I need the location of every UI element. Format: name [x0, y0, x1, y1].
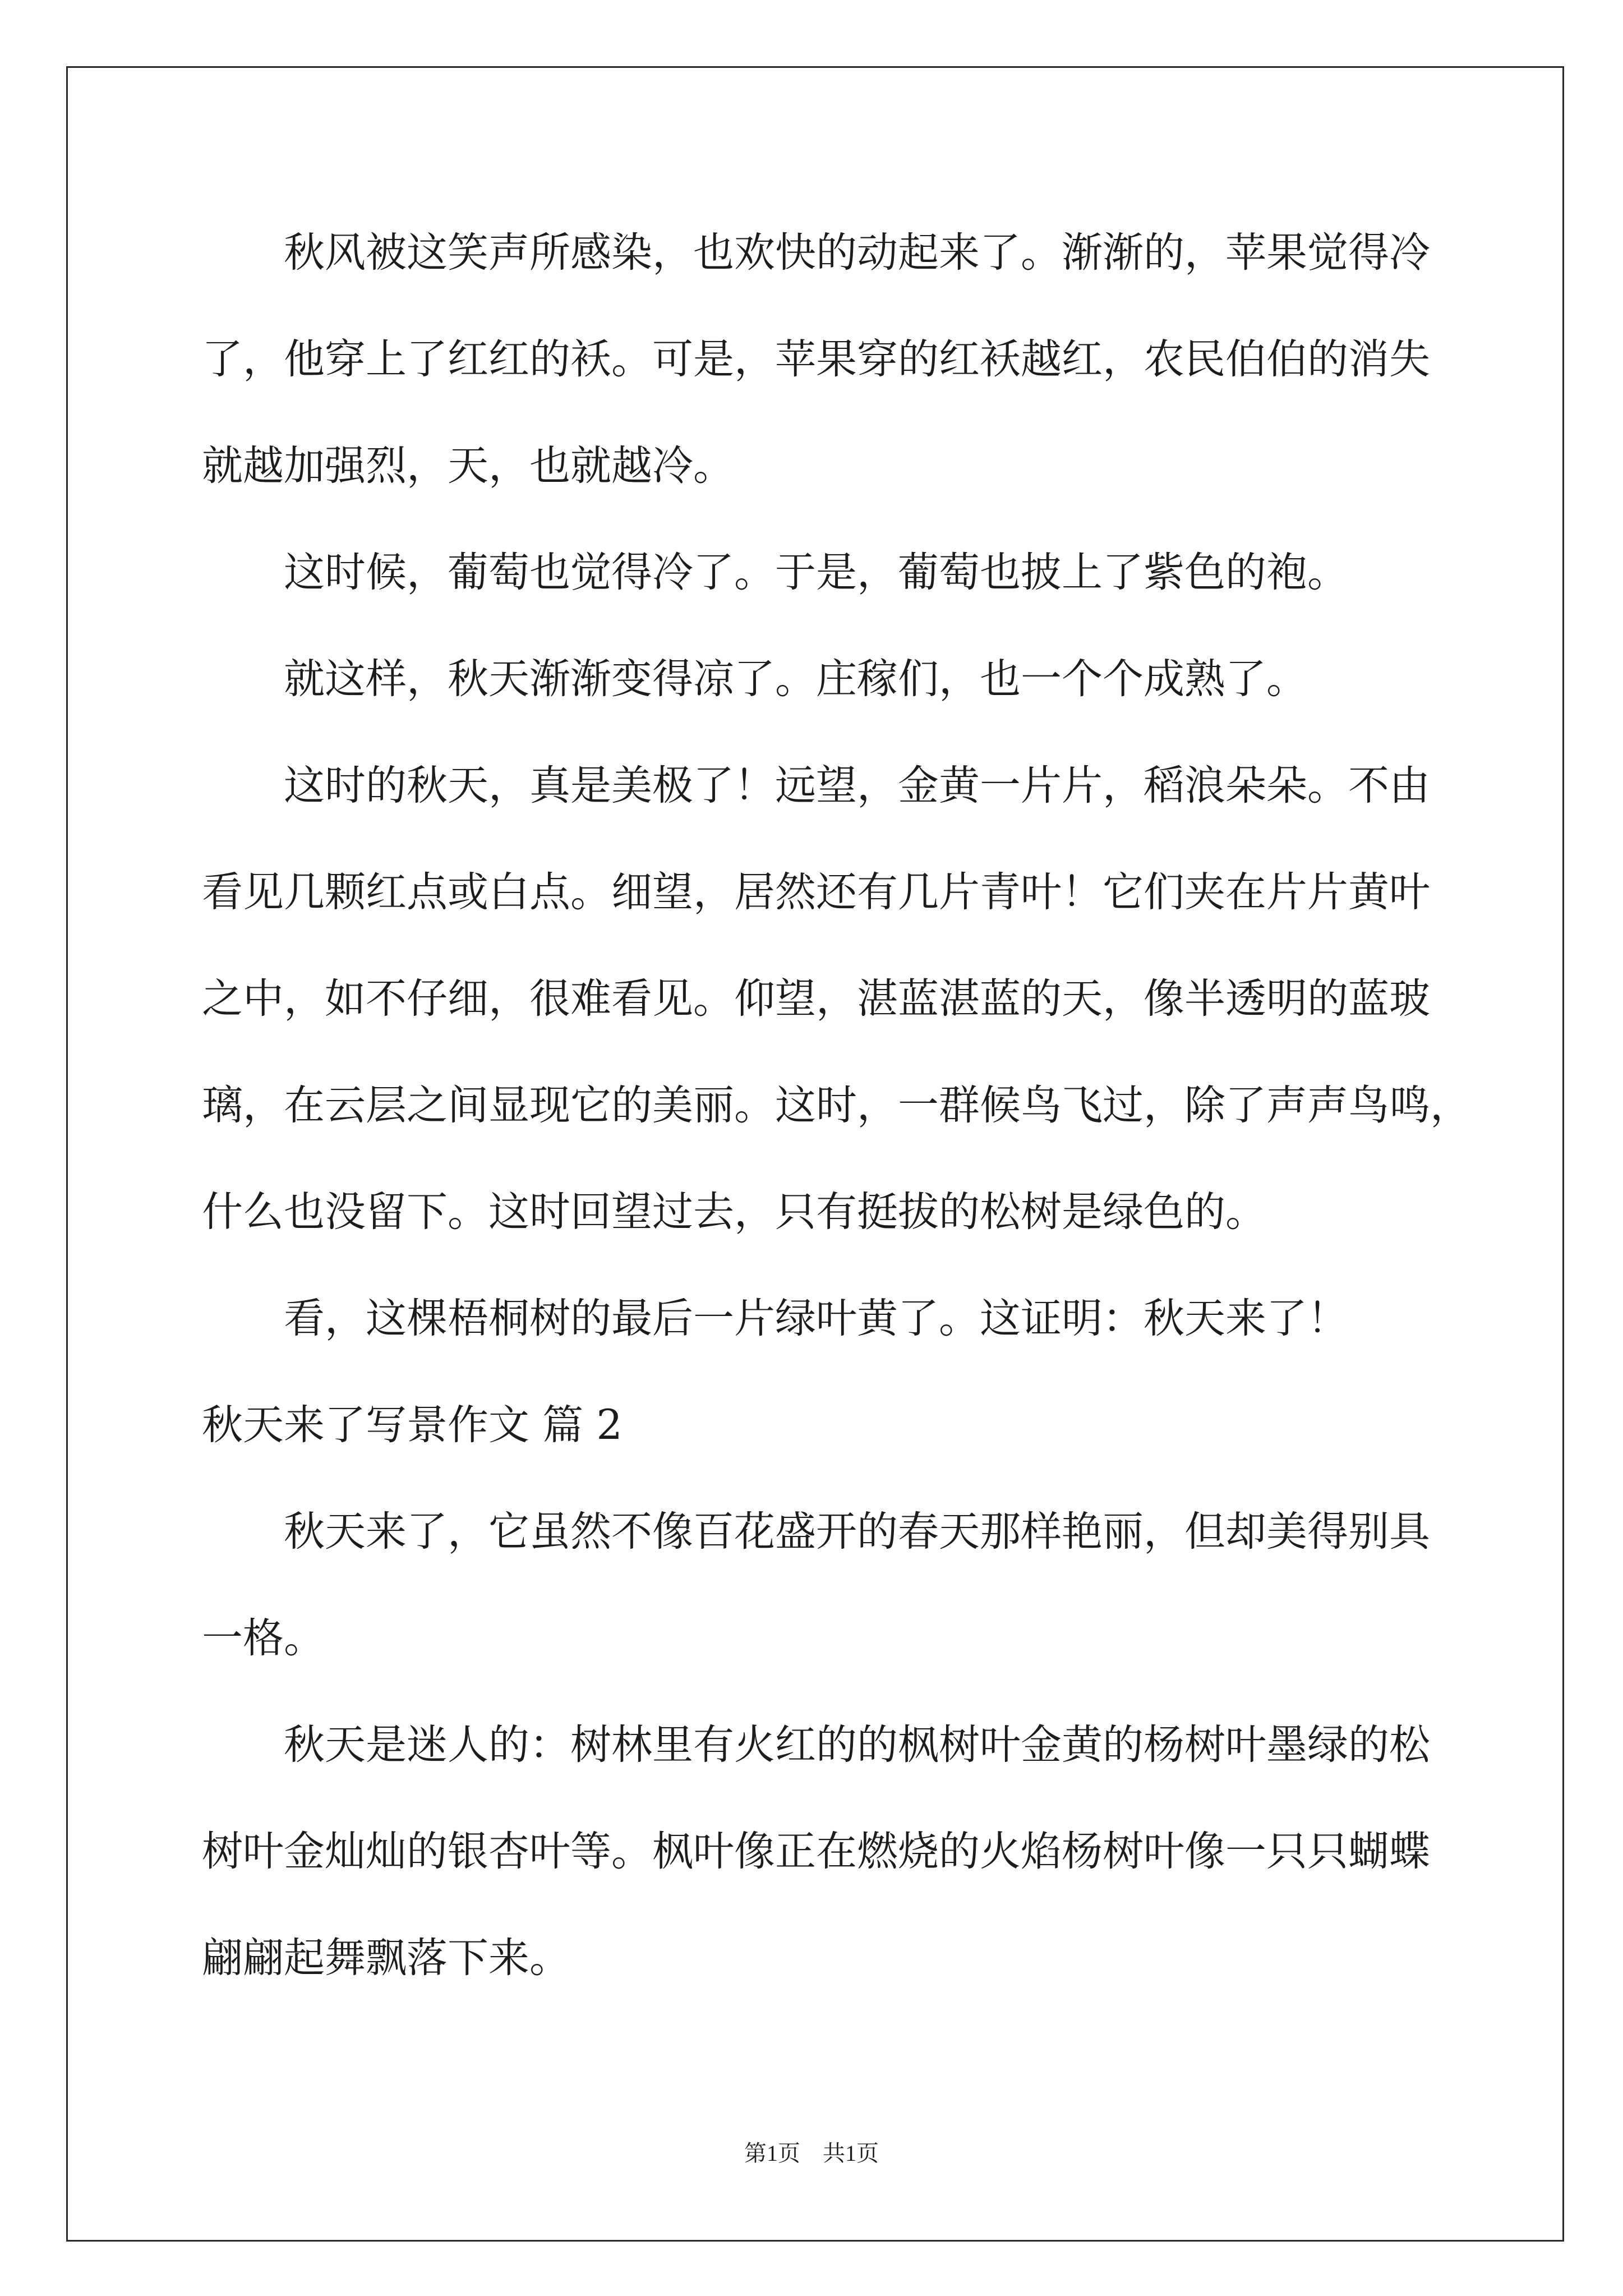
- document-body: [202, 200, 1492, 2012]
- paragraph: [202, 200, 1492, 519]
- paragraph-line: 秋天是迷人的：树林里有火红的的枫树叶金黄的杨树叶墨绿的松: [284, 1721, 1430, 1769]
- paragraph: [202, 1692, 1492, 2012]
- paragraph-line: 翩翩起舞飘落下来。: [202, 1934, 570, 1982]
- paragraph-line: 看见几颗红点或白点。细望，居然还有几片青叶！它们夹在片片黄叶: [202, 868, 1430, 916]
- paragraph-line: 树叶金灿灿的银杏叶等。枫叶像正在燃烧的火焰杨树叶像一只只蝴蝶: [202, 1828, 1430, 1875]
- paragraph-line: 秋风被这笑声所感染，也欢快的动起来了。渐渐的，苹果觉得冷: [284, 229, 1430, 277]
- paragraph-line: 这时的秋天，真是美极了！远望，金黄一片片，稻浪朵朵。不由: [284, 762, 1430, 809]
- paragraph-line: 看，这棵梧桐树的最后一片绿叶黄了。这证明：秋天来了！: [284, 1295, 1348, 1342]
- paragraph-line: 之中，如不仔细，很难看见。仰望，湛蓝湛蓝的天，像半透明的蓝玻: [202, 975, 1430, 1023]
- page-footer: 第1页 共1页: [744, 2141, 879, 2166]
- paragraph-line: 了，他穿上了红红的袄。可是，苹果穿的红袄越红，农民伯伯的消失: [202, 335, 1430, 383]
- paragraph: [202, 519, 1492, 626]
- paragraph-line: 什么也没留下。这时回望过去，只有挺拔的松树是绿色的。: [202, 1188, 1266, 1236]
- paragraph-line: 就越加强烈，天，也就越冷。: [202, 442, 734, 490]
- paragraph: [202, 626, 1492, 733]
- paragraph-line: 秋天来了，它虽然不像百花盛开的春天那样艳丽，但却美得别具: [284, 1508, 1430, 1556]
- paragraph-line: 这时候，葡萄也觉得冷了。于是，葡萄也披上了紫色的袍。: [284, 549, 1348, 596]
- paragraph: [202, 1266, 1492, 1372]
- paragraph-line: 璃，在云层之间显现它的美丽。这时，一群候鸟飞过，除了声声鸟鸣，: [202, 1082, 1471, 1129]
- paragraph-line: 就这样，秋天渐渐变得凉了。庄稼们，也一个个成熟了。: [284, 655, 1307, 703]
- paragraph-line: 一格。: [202, 1614, 325, 1662]
- paragraph: [202, 733, 1492, 1266]
- paragraph: [202, 1479, 1492, 1692]
- section-heading: 秋天来了写景作文 篇 2: [202, 1401, 623, 1449]
